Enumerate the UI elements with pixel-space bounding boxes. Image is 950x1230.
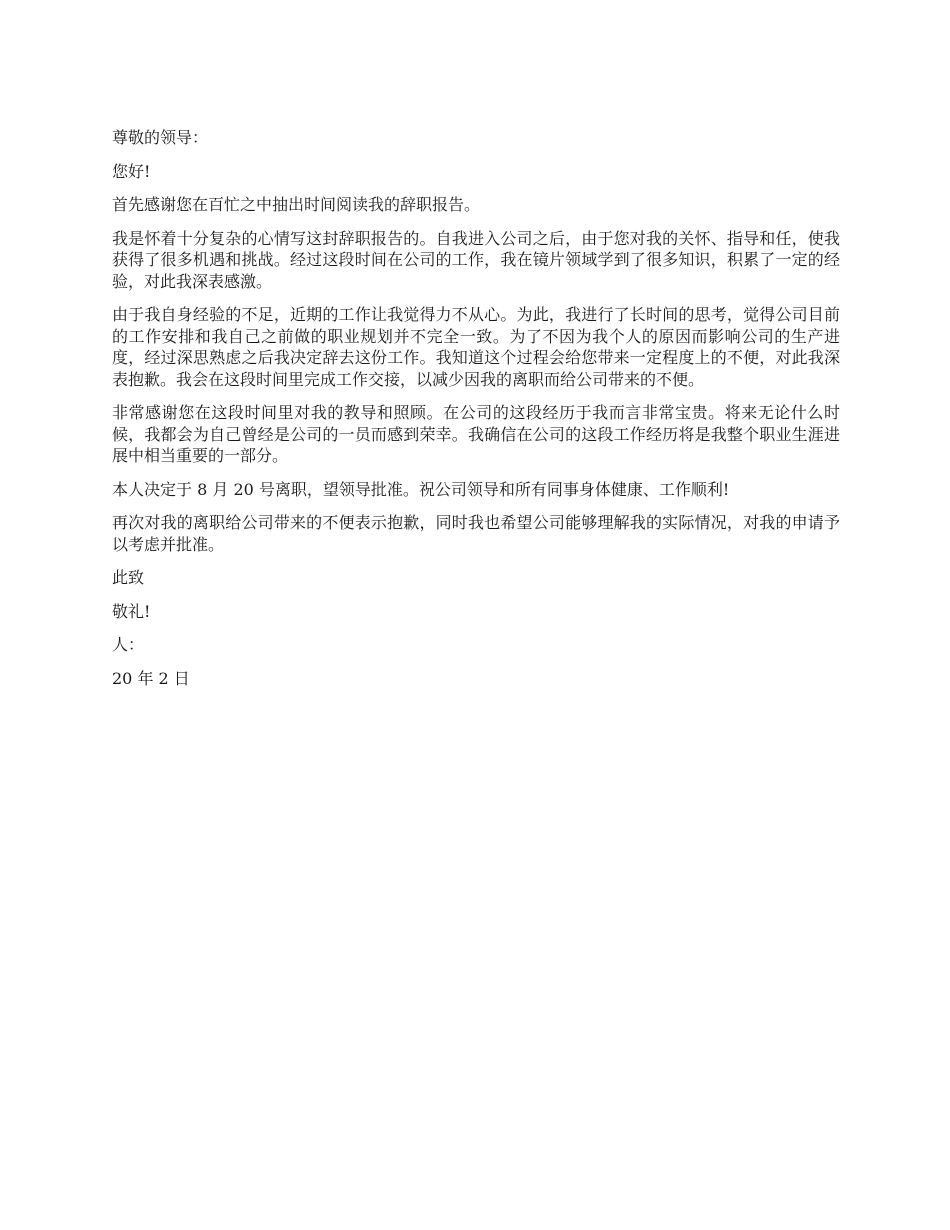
signature-label: 人：: [112, 635, 145, 654]
paragraph-gratitude: 我是怀着十分复杂的心情写这封辞职报告的。自我进入公司之后，由于您对我的关怀、指导和任，使我获得了很多机遇和挑战。经过这段时间在公司的工作，我在镜片领域学到了很多知识，积累了一定的经验，对此我深表感激。: [112, 228, 840, 291]
closing-line-1: 此致: [112, 568, 145, 587]
closing-line-2: 敬礼!: [112, 601, 151, 621]
paragraph-resign-date: 本人决定于 8 月 20 号离职，望领导批准。祝公司领导和所有同事身体健康、工作顺利!: [112, 479, 730, 499]
paragraph-reason: 由于我自身经验的不足，近期的工作让我觉得力不从心。为此，我进行了长时间的思考，觉得公司目前的工作安排和我自己之前做的职业规划并不完全一致。为了不因为我个人的原因而影响公司的生产进度，经过深思熟虑之后我决定辞去这份工作。我知道这个过程会给您带来一定程度上的不便，对此我深表抱歉。我会在这段时间里完成工作交接，以减少因我的离职而给公司带来的不便。: [112, 305, 840, 389]
paragraph-thanks: 首先感谢您在百忙之中抽出时间阅读我的辞职报告。: [112, 195, 481, 214]
letter-date: 20 年 2 日: [112, 668, 190, 688]
letter-page: [112, 127, 840, 701]
salutation: 尊敬的领导：: [112, 128, 209, 147]
paragraph-apology: 再次对我的离职给公司带来的不便表示抱歉，同时我也希望公司能够理解我的实际情况，对我的申请予以考虑并批准。: [112, 513, 840, 554]
paragraph-appreciation: 非常感谢您在这段时间里对我的教导和照顾。在公司的这段经历于我而言非常宝贵。将来无论什么时候，我都会为自己曾经是公司的一员而感到荣幸。我确信在公司的这段工作经历将是我整个职业生涯进展中相当重要的一部分。: [112, 403, 840, 465]
greeting: 您好!: [112, 161, 151, 181]
